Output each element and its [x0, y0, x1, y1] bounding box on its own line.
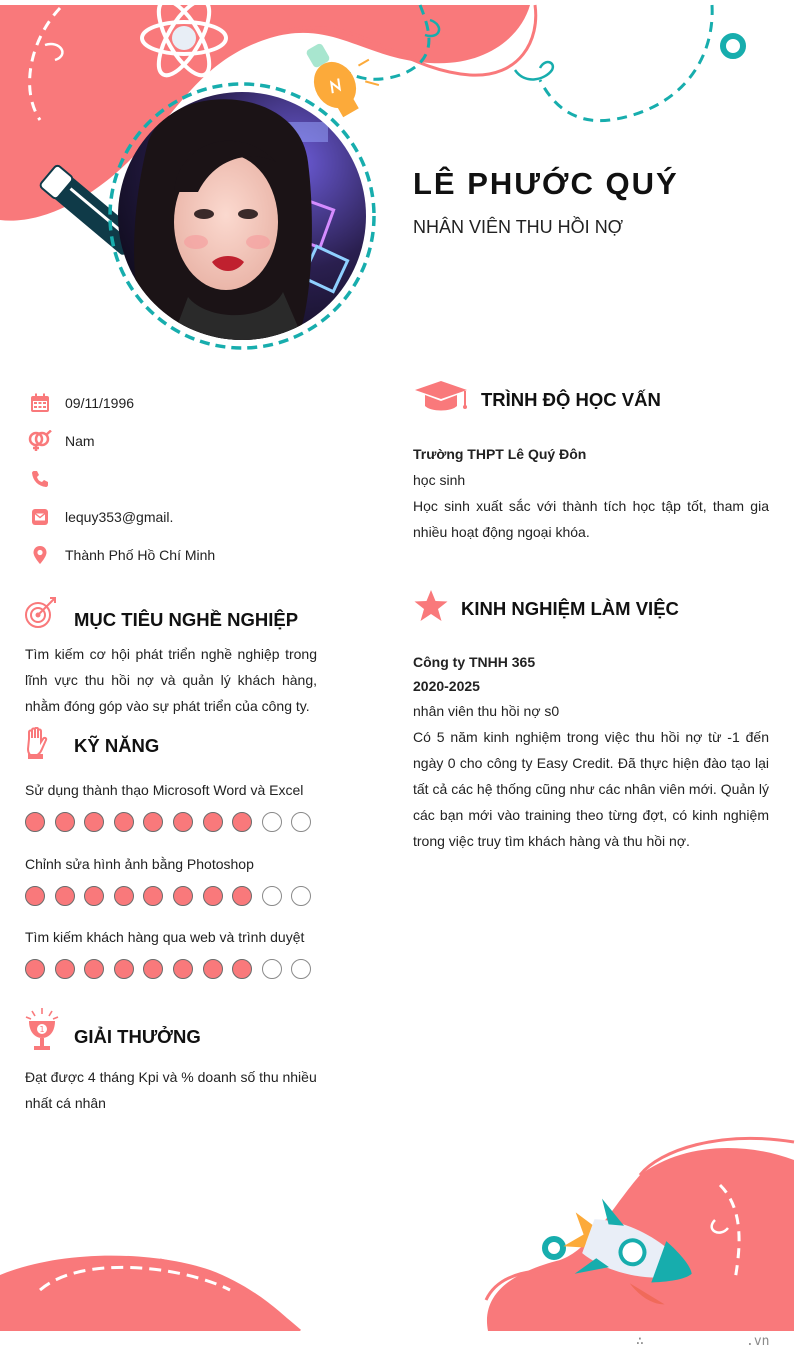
candidate-job-title: NHÂN VIÊN THU HỒI NỢ [413, 217, 624, 237]
rating-dot-filled [114, 959, 134, 979]
footer-decoration [0, 1120, 800, 1335]
rating-dot-empty [291, 812, 311, 832]
gender-value: Nam [65, 433, 95, 449]
skill-rating [25, 959, 325, 979]
rating-dot-filled [173, 959, 193, 979]
candidate-name: LÊ PHƯỚC QUÝ [413, 166, 679, 201]
phone-icon [25, 467, 55, 491]
rating-dot-filled [114, 886, 134, 906]
phone-row [25, 460, 355, 498]
education-description: Học sinh xuất sắc với thành tích học tập tốt, tham gia nhiều hoạt động ngoại khóa. [413, 498, 769, 540]
rating-dot-filled [114, 812, 134, 832]
rating-dot-filled [203, 959, 223, 979]
svg-text:1: 1 [39, 1025, 45, 1034]
experience-description: Có 5 năm kinh nghiệm trong việc thu hồi nợ từ -1 đến ngày 0 cho công ty Easy Credit. Đã thực hiện đào tạo lại tất cả các hệ thống cũng như các nhân viên mới. Quản lý các bạn mới vào training theo từng đợt, có kinh nghiệm trong việc truy tìm khách hàng và thu hồi nợ. [413, 729, 769, 849]
rating-dot-filled [25, 886, 45, 906]
email-icon [25, 505, 55, 529]
rating-dot-empty [291, 959, 311, 979]
address-value: Thành Phố Hồ Chí Minh [65, 547, 216, 563]
location-icon [25, 543, 55, 567]
education-entry [413, 441, 769, 545]
rating-dot-filled [84, 959, 104, 979]
skill-name: Chỉnh sửa hình ảnh bằng Photoshop [25, 855, 254, 872]
skill-name: Tìm kiếm khách hàng qua web và trình duyệt [25, 929, 305, 945]
rating-dot-empty [262, 886, 282, 906]
rating-dot-empty [262, 812, 282, 832]
calendar-icon [25, 391, 55, 415]
rating-dot-filled [143, 812, 163, 832]
contact-info [25, 384, 355, 574]
objective-text: Tìm kiếm cơ hội phát triển nghề nghiệp trong lĩnh vực thu hồi nợ và quản lý khách hàng, nhằm đóng góp vào sự phát triển của công ty. [25, 646, 317, 714]
rating-dot-filled [232, 886, 252, 906]
footer-domain: .vn [746, 1334, 770, 1349]
education-title: TRÌNH ĐỘ HỌC VẤN [481, 388, 661, 410]
education-header [413, 380, 661, 419]
objective-title: MỤC TIÊU NGHỀ NGHIỆP [74, 608, 299, 630]
footer-left-mark: ∴ [636, 1334, 644, 1349]
rating-dot-filled [84, 812, 104, 832]
target-icon [24, 595, 74, 634]
skill-rating [25, 812, 325, 832]
trophy-icon [24, 1008, 74, 1057]
graduation-cap-icon [413, 380, 481, 419]
skills-title: KỸ NĂNG [74, 734, 160, 756]
footer [0, 1331, 800, 1357]
skill-rating [25, 886, 325, 906]
experience-position: nhân viên thu hồi nợ s0 [413, 703, 560, 719]
rating-dot-empty [291, 886, 311, 906]
gender-row [25, 422, 355, 460]
rating-dot-filled [232, 812, 252, 832]
skill-name: Sử dụng thành thạo Microsoft Word và Excel [25, 782, 304, 798]
experience-title: KINH NGHIỆM LÀM VIỆC [461, 597, 679, 619]
avatar [108, 82, 376, 350]
address-row [25, 536, 355, 574]
rating-dot-filled [203, 886, 223, 906]
awards-text: Đạt được 4 tháng Kpi và % doanh số thu nhiều nhất cá nhân [25, 1069, 317, 1111]
rating-dot-filled [143, 959, 163, 979]
awards-title: GIẢI THƯỞNG [74, 1025, 201, 1047]
rating-dot-filled [84, 886, 104, 906]
rating-dot-filled [173, 886, 193, 906]
awards-header [24, 1008, 201, 1057]
objective-header [24, 595, 298, 634]
skill-item [25, 929, 325, 1003]
rating-dot-filled [55, 812, 75, 832]
rating-dot-filled [203, 812, 223, 832]
experience-period: 2020-2025 [413, 678, 480, 694]
star-icon [413, 589, 461, 628]
rating-dot-filled [173, 812, 193, 832]
skill-item [25, 856, 325, 930]
rating-dot-filled [55, 959, 75, 979]
birthday-row [25, 384, 355, 422]
experience-company: Công ty TNHH 365 [413, 654, 536, 670]
rating-dot-filled [25, 812, 45, 832]
rating-dot-filled [55, 886, 75, 906]
rating-dot-filled [25, 959, 45, 979]
gender-icon [25, 429, 55, 453]
rating-dot-filled [232, 959, 252, 979]
birthday-value: 09/11/1996 [65, 395, 135, 411]
education-school: Trường THPT Lê Quý Đôn [413, 446, 587, 462]
experience-header [413, 589, 679, 628]
rating-dot-filled [143, 886, 163, 906]
skill-item [25, 782, 325, 856]
skills-header [24, 727, 159, 764]
rating-dot-empty [262, 959, 282, 979]
skills-list [25, 782, 325, 1003]
hand-icon [24, 727, 74, 764]
experience-entry [413, 650, 769, 854]
email-value: lequy353@gmail. [65, 509, 174, 525]
education-level: học sinh [413, 472, 466, 488]
email-row [25, 498, 355, 536]
